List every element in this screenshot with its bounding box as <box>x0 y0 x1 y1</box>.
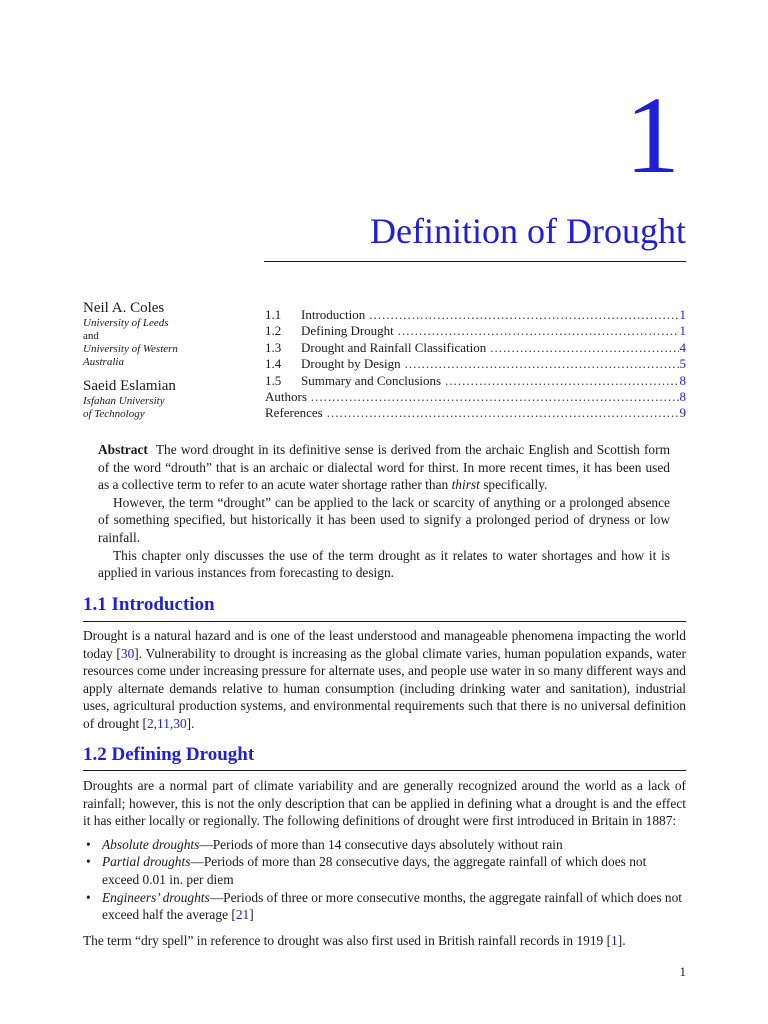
toc-entry[interactable] <box>265 323 686 339</box>
toc-leader <box>327 405 679 421</box>
abstract-emphasis: thirst <box>451 477 480 493</box>
author-affiliation: University of Western <box>83 343 178 355</box>
author-affiliation: University of Leeds <box>83 317 169 329</box>
toc-label: Defining Drought <box>301 323 394 339</box>
toc-page-link[interactable]: 9 <box>679 405 686 421</box>
toc-leader <box>445 373 678 389</box>
toc-number: 1.3 <box>265 339 282 355</box>
toc-number: 1.5 <box>265 372 282 388</box>
toc-entry[interactable] <box>265 307 686 323</box>
chapter-number: 1 <box>625 74 680 196</box>
definition-text: —Periods of more than 14 consecutive days absolutely without rain <box>199 836 563 852</box>
toc-label: Drought and Rainfall Classification <box>301 339 487 355</box>
toc-page-link[interactable]: 8 <box>679 372 686 388</box>
toc-entry[interactable] <box>265 389 686 405</box>
author-name: Saeid Eslamian <box>83 378 176 394</box>
toc-label: Summary and Conclusions <box>301 372 442 388</box>
list-item <box>83 836 686 854</box>
author-affiliation: Australia <box>83 356 124 368</box>
introduction-body <box>83 627 686 733</box>
defining-drought-body <box>83 777 686 949</box>
drought-definitions-list <box>83 836 686 924</box>
toc-leader <box>398 323 679 339</box>
abstract-paragraph <box>98 441 670 494</box>
definition-text: —Periods of more than 28 consecutive days, the aggregate rainfall of which does not exceed 0.01 in. per diem <box>102 854 647 887</box>
citation-link[interactable]: 21 <box>235 907 250 923</box>
toc-page-link[interactable]: 5 <box>679 356 686 372</box>
toc-number: 1.1 <box>265 307 282 322</box>
toc-leader <box>369 307 678 323</box>
section-heading-introduction: 1.1 Introduction <box>83 594 215 615</box>
author-affiliation: Isfahan University <box>83 395 165 407</box>
toc-leader <box>311 389 679 405</box>
body-text: ]. Vulnerability to drought is increasing as the global climate varies, human population expands, water resources come under increasing pressure for alternate uses, and people use water in so many different ways and apply alternate demands relative to human consumption (including drinking water and sanitation), industrial uses, agricultural production systems, and environmental requirements such that there is no universal definition of drought [ <box>83 645 687 731</box>
abstract-text: The word drought in its definitive sense is derived from the archaic English and Scottish form of the word “drouth” that is an archaic or dialectal word for thirst. In more recent times, it has been used as a collective term to refer to an acute water shortage rather than <box>98 442 670 493</box>
page-number: 1 <box>679 964 686 979</box>
body-text: The term “dry spell” in reference to drought was also first used in British rainfall records in 1919 [ <box>83 932 612 948</box>
definition-term: Absolute droughts <box>102 836 200 852</box>
toc-leader <box>405 356 679 372</box>
citation-link[interactable]: 2,11,30 <box>146 715 187 731</box>
author-affiliation: of Technology <box>83 408 145 420</box>
author-affiliation-and: and <box>83 330 99 342</box>
definition-text: —Periods of three or more consecutive months, the aggregate rainfall of which does not exceed half the average [ <box>102 889 682 923</box>
abstract-label: Abstract <box>98 442 148 457</box>
body-paragraph <box>83 627 686 733</box>
chapter-title: Definition of Drought <box>370 211 686 251</box>
body-text: ]. <box>186 715 195 731</box>
toc-entry[interactable] <box>265 405 686 421</box>
section-heading-defining-drought: 1.2 Defining Drought <box>83 744 255 765</box>
toc-entry[interactable] <box>265 340 686 356</box>
body-text: ]. <box>617 932 626 948</box>
title-rule <box>264 261 686 262</box>
abstract-paragraph: This chapter only discusses the use of the term drought as it relates to water shortages and how it is applied in various instances from forecasting to design. <box>98 547 670 581</box>
toc-entry[interactable] <box>265 373 686 389</box>
toc-label: Authors <box>265 388 307 404</box>
toc-number: 1.2 <box>265 323 282 339</box>
section-rule <box>83 770 686 771</box>
definition-term: Partial droughts <box>102 854 191 870</box>
toc-page-link[interactable]: 4 <box>679 339 686 355</box>
table-of-contents <box>265 307 686 422</box>
toc-number: 1.4 <box>265 356 282 372</box>
body-paragraph <box>83 932 686 950</box>
abstract-text: specifically. <box>479 477 548 493</box>
toc-label: Drought by Design <box>301 356 401 372</box>
list-item: • Engineers’ droughts—Periods of three or more consecutive months, the aggregate rainfall of which does not exceed half the average [21] <box>83 889 686 924</box>
body-paragraph: Droughts are a normal part of climate variability and are generally recognized around the world as a lack of rainfall; however, this is not the only description that can be applied in defining what a drought is and the effect it has either locally or regionally. The following definitions of drought were first introduced in Britain in 1887: <box>83 778 686 829</box>
toc-entry[interactable] <box>265 356 686 372</box>
toc-page-link[interactable]: 8 <box>679 388 686 404</box>
author-name: Neil A. Coles <box>83 300 165 316</box>
author-block <box>83 377 253 421</box>
abstract-paragraph: However, the term “drought” can be applied to the lack or scarcity of anything or a prolonged absence of something specified, but historically it has been used to signify a prolonged period of dryness or low rainfall. <box>98 494 670 545</box>
toc-label: Introduction <box>301 307 366 322</box>
abstract <box>98 441 670 582</box>
author-block <box>83 299 253 369</box>
toc-page-link[interactable]: 1 <box>679 307 686 322</box>
citation-link[interactable]: 1 <box>611 932 618 948</box>
toc-leader <box>490 340 678 356</box>
section-rule <box>83 621 686 622</box>
citation-link[interactable]: 30 <box>120 645 135 661</box>
toc-page-link[interactable]: 1 <box>679 323 686 339</box>
list-item <box>83 853 686 888</box>
toc-label: References <box>265 405 323 421</box>
body-text: Drought is a natural hazard and is one of the least understood and manageable phenomena impacting the world today [ <box>83 628 686 661</box>
definition-term: Engineers’ droughts <box>102 889 210 905</box>
